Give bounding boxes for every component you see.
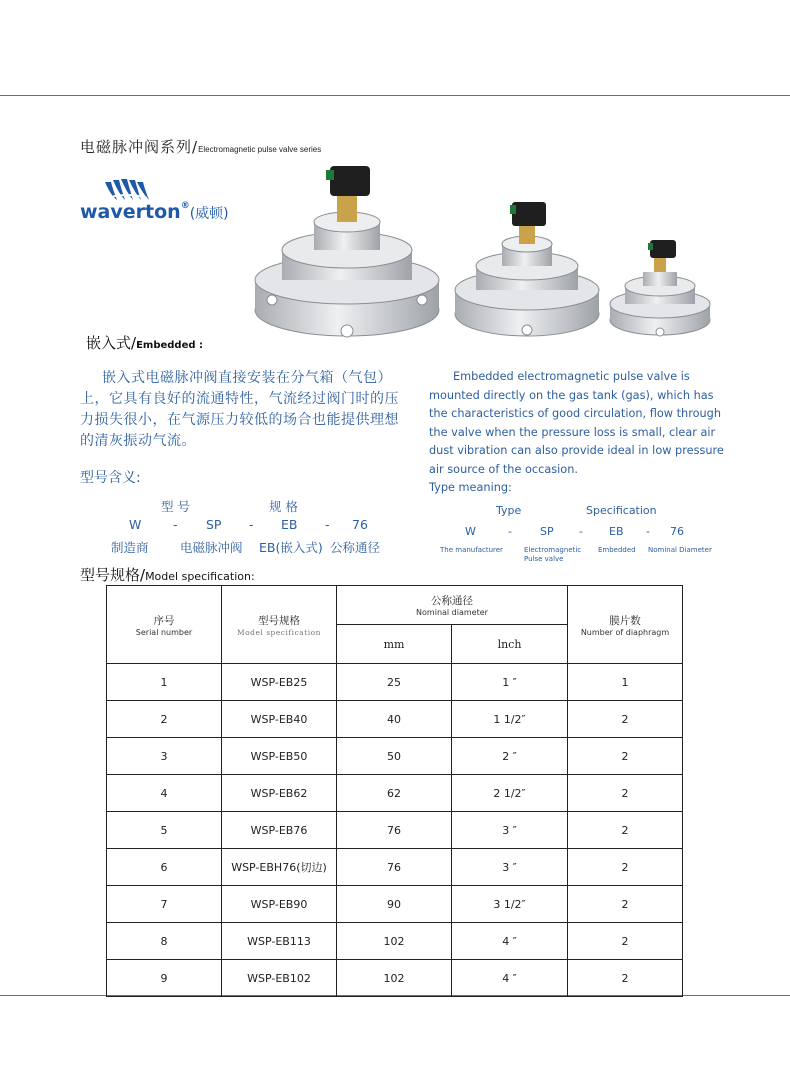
table-row bbox=[107, 701, 683, 738]
inch-cell: 4 ″ bbox=[452, 960, 568, 997]
small-valve-image bbox=[607, 238, 713, 338]
en-type-label: Type bbox=[496, 504, 522, 517]
mm-cell: 90 bbox=[337, 886, 452, 923]
serial-cell: 6 bbox=[107, 849, 222, 886]
mm-cell: 76 bbox=[337, 812, 452, 849]
series-title bbox=[80, 136, 321, 157]
en-code-sp: SP bbox=[540, 525, 554, 538]
cn-meaning-embedded: EB(嵌入式) bbox=[259, 540, 323, 555]
cn-meaning-valve: 电磁脉冲阀 bbox=[180, 540, 243, 555]
header-row bbox=[107, 586, 683, 625]
inch-cell: 1 ″ bbox=[452, 664, 568, 701]
model-cell: WSP-EBH76(切边) bbox=[222, 849, 337, 886]
type-meaning-cn: 型号含义: bbox=[80, 470, 141, 486]
serial-cell: 5 bbox=[107, 812, 222, 849]
en-code-76: 76 bbox=[670, 525, 684, 538]
en-meaning-manufacturer: The manufacturer bbox=[440, 546, 503, 554]
en-code-dash-2: - bbox=[579, 525, 583, 538]
table-row bbox=[107, 886, 683, 923]
model-cell: WSP-EB76 bbox=[222, 812, 337, 849]
en-meaning-pulse-valve: Pulse valve bbox=[524, 555, 564, 563]
embedded-heading-en: Embedded : bbox=[136, 340, 203, 351]
embedded-heading-cn: 嵌入式/ bbox=[86, 334, 137, 352]
cn-type-label: 型 号 bbox=[161, 499, 190, 514]
diaphragm-header-cn: 膜片数 bbox=[609, 614, 641, 627]
type-meaning-en: Type meaning: bbox=[429, 481, 512, 494]
en-code-w: W bbox=[465, 525, 476, 538]
mm-cell: 102 bbox=[337, 923, 452, 960]
diaphragm-cell: 2 bbox=[568, 886, 683, 923]
cn-code-dash-1: - bbox=[173, 517, 178, 532]
registered-mark: ® bbox=[180, 201, 190, 211]
mm-cell: 76 bbox=[337, 849, 452, 886]
mm-cell: 25 bbox=[337, 664, 452, 701]
series-title-cn: 电磁脉冲阀系列/ bbox=[80, 138, 199, 156]
serial-cell: 7 bbox=[107, 886, 222, 923]
model-cell: WSP-EB62 bbox=[222, 775, 337, 812]
diaphragm-cell: 2 bbox=[568, 923, 683, 960]
mm-cell: 50 bbox=[337, 738, 452, 775]
diaphragm-cell: 2 bbox=[568, 849, 683, 886]
cn-code-sp: SP bbox=[206, 517, 222, 532]
table-row bbox=[107, 738, 683, 775]
diaphragm-cell: 1 bbox=[568, 664, 683, 701]
inch-cell: 4 ″ bbox=[452, 923, 568, 960]
table-row bbox=[107, 775, 683, 812]
series-title-en: Electromagnetic pulse valve series bbox=[198, 145, 322, 154]
inch-cell: 2 1/2″ bbox=[452, 775, 568, 812]
model-header-en: Model specification bbox=[236, 627, 321, 637]
model-cell: WSP-EB50 bbox=[222, 738, 337, 775]
cn-code-76: 76 bbox=[352, 517, 368, 532]
mm-cell: 102 bbox=[337, 960, 452, 997]
mm-cell: 40 bbox=[337, 701, 452, 738]
medium-valve-image bbox=[452, 196, 602, 340]
diameter-header-cn: 公称通径 bbox=[431, 595, 473, 607]
serial-cell: 3 bbox=[107, 738, 222, 775]
brand-name-cn: (威顿) bbox=[189, 206, 229, 222]
diameter-header bbox=[337, 586, 568, 625]
en-meaning-embedded: Embedded bbox=[598, 546, 636, 554]
inch-cell: 3 1/2″ bbox=[452, 886, 568, 923]
en-meaning-diameter: Nominal Diameter bbox=[648, 546, 712, 554]
model-cell: WSP-EB102 bbox=[222, 960, 337, 997]
serial-cell: 2 bbox=[107, 701, 222, 738]
brand-logo bbox=[80, 201, 229, 223]
table-row bbox=[107, 664, 683, 701]
table-row bbox=[107, 960, 683, 997]
model-cell: WSP-EB90 bbox=[222, 886, 337, 923]
inch-header: lnch bbox=[452, 625, 568, 664]
cn-meaning-manufacturer: 制造商 bbox=[111, 540, 149, 555]
mm-header: mm bbox=[337, 625, 452, 664]
diaphragm-cell: 2 bbox=[568, 775, 683, 812]
description-cn: 嵌入式电磁脉冲阀直接安装在分气箱（气包）上，它具有良好的流通特性，气流经过阀门时的压力损失很小，在气源压力较低的场合也能提供理想的清灰振动气流。 bbox=[80, 370, 399, 449]
embedded-heading bbox=[86, 332, 203, 353]
inch-cell: 1 1/2″ bbox=[452, 701, 568, 738]
diaphragm-cell: 2 bbox=[568, 960, 683, 997]
model-cell: WSP-EB25 bbox=[222, 664, 337, 701]
table-row bbox=[107, 923, 683, 960]
spec-heading bbox=[80, 564, 255, 585]
serial-cell: 8 bbox=[107, 923, 222, 960]
spec-heading-en: Model specification: bbox=[145, 570, 255, 583]
diaphragm-header bbox=[568, 586, 683, 664]
spec-table bbox=[106, 585, 683, 997]
model-cell: WSP-EB113 bbox=[222, 923, 337, 960]
en-code-dash-1: - bbox=[508, 525, 512, 538]
description-en: Embedded electromagnetic pulse valve is mounted directly on the gas tank (gas), which has the characteristics of good circulation, flow through the valve when the pressure loss is small, clear air dust vibration can also provide ideal in low pressure air source of the occasion. bbox=[429, 370, 724, 476]
cn-code-eb: EB bbox=[281, 517, 298, 532]
cn-code-w: W bbox=[129, 517, 142, 532]
diaphragm-cell: 2 bbox=[568, 738, 683, 775]
spec-heading-cn: 型号规格/ bbox=[80, 566, 146, 584]
diaphragm-cell: 2 bbox=[568, 812, 683, 849]
inch-cell: 2 ″ bbox=[452, 738, 568, 775]
cn-spec-label: 规 格 bbox=[269, 499, 298, 514]
en-code-dash-3: - bbox=[646, 525, 650, 538]
model-header-cn: 型号规格 bbox=[258, 614, 300, 627]
diaphragm-cell: 2 bbox=[568, 701, 683, 738]
diaphragm-header-en: Number of diaphragm bbox=[580, 627, 670, 637]
en-spec-label: Specification bbox=[586, 504, 657, 517]
inch-cell: 3 ″ bbox=[452, 849, 568, 886]
serial-header-en: Serial number bbox=[135, 627, 193, 637]
cn-code-dash-3: - bbox=[325, 517, 330, 532]
top-rule bbox=[0, 95, 790, 96]
serial-cell: 1 bbox=[107, 664, 222, 701]
en-code-eb: EB bbox=[609, 525, 624, 538]
table-row bbox=[107, 849, 683, 886]
mm-cell: 62 bbox=[337, 775, 452, 812]
large-valve-image bbox=[252, 160, 442, 340]
serial-header-cn: 序号 bbox=[153, 614, 175, 627]
serial-cell: 9 bbox=[107, 960, 222, 997]
inch-cell: 3 ″ bbox=[452, 812, 568, 849]
cn-code-dash-2: - bbox=[249, 517, 254, 532]
diameter-header-en: Nominal diameter bbox=[416, 608, 488, 617]
serial-header bbox=[107, 586, 222, 664]
brand-name: waverton bbox=[80, 201, 181, 223]
waverton-logo-icon bbox=[103, 178, 151, 202]
serial-cell: 4 bbox=[107, 775, 222, 812]
table-row bbox=[107, 812, 683, 849]
model-header bbox=[222, 586, 337, 664]
en-meaning-electromagnetic: Electromagnetic bbox=[524, 546, 582, 554]
model-cell: WSP-EB40 bbox=[222, 701, 337, 738]
cn-meaning-diameter: 公称通径 bbox=[330, 540, 381, 555]
